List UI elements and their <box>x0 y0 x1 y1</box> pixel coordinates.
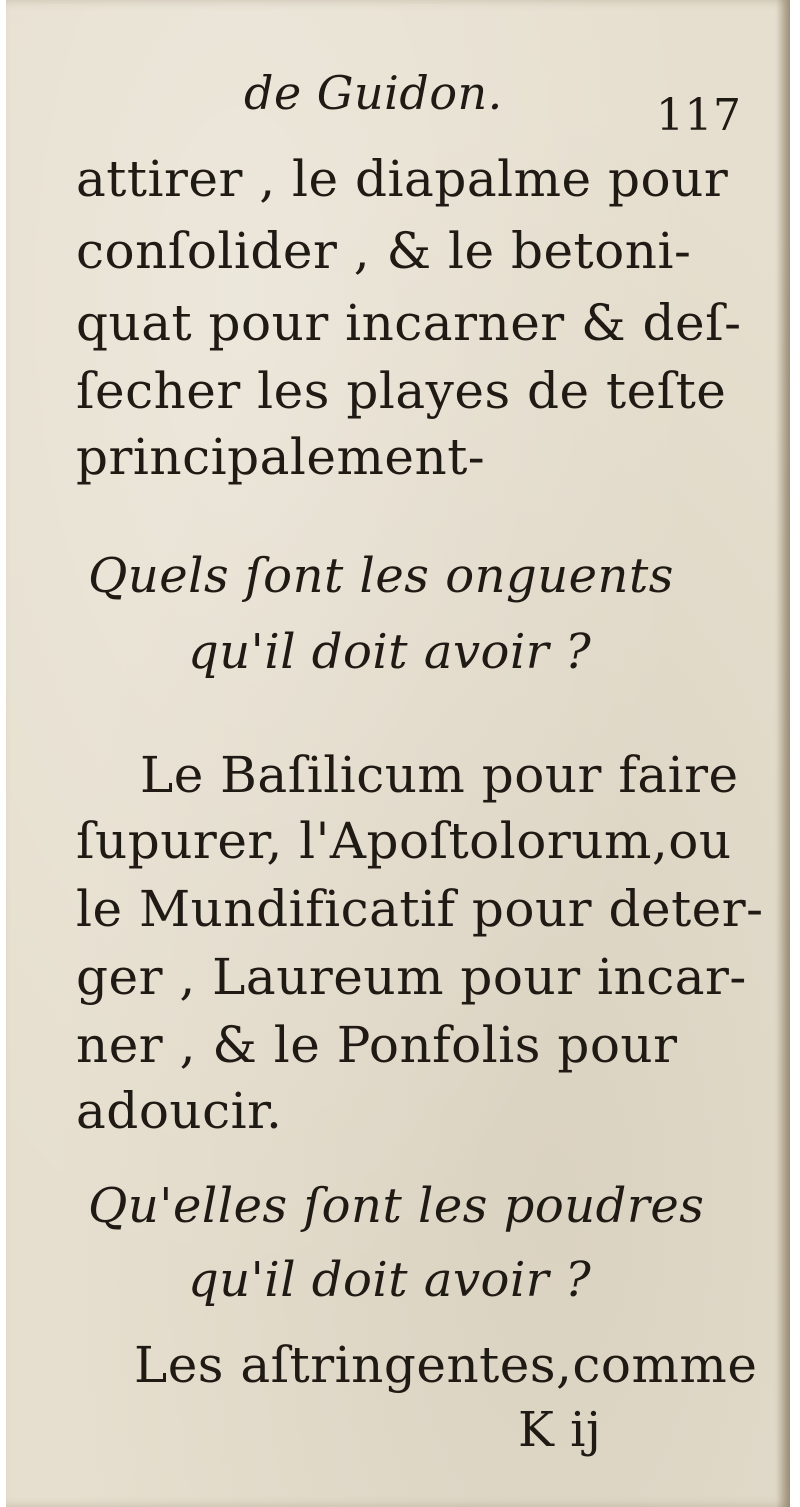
question-1-line-1: Quels ſont les onguents <box>88 548 674 604</box>
page-number: 117 <box>656 90 742 141</box>
paragraph-2-line-4: ger , Laureum pour incar- <box>76 948 747 1006</box>
paragraph-1-line-2: conſolider , & le betoni- <box>76 222 692 280</box>
page-edge-shadow <box>776 0 790 1507</box>
question-1-line-2: qu'il doit avoir ? <box>188 624 592 680</box>
running-title: de Guidon. <box>244 66 503 120</box>
paragraph-2-line-5: ner , & le Ponfolis pour <box>76 1016 678 1074</box>
paragraph-1-line-1: attirer , le diapalme pour <box>76 150 729 208</box>
paragraph-3-line-1: Les aſtringentes,comme <box>134 1336 758 1394</box>
paragraph-2-line-1: Le Baſilicum pour faire <box>140 746 739 804</box>
paragraph-2-line-6: adoucir. <box>76 1082 283 1140</box>
paragraph-1-line-3: quat pour incarner & deſ- <box>76 294 742 352</box>
book-page <box>6 0 790 1507</box>
paragraph-1-line-5: principalement- <box>76 428 486 486</box>
question-2-line-1: Qu'elles ſont les poudres <box>88 1178 705 1234</box>
paragraph-2-line-3: le Mundificatif pour deter- <box>76 880 764 938</box>
paragraph-2-line-2: ſupurer, l'Apoſtolorum,ou <box>76 812 732 870</box>
question-2-line-2: qu'il doit avoir ? <box>188 1252 592 1308</box>
paragraph-1-line-4: ſecher les playes de teſte <box>76 362 727 420</box>
signature-mark: K ij <box>518 1402 602 1458</box>
